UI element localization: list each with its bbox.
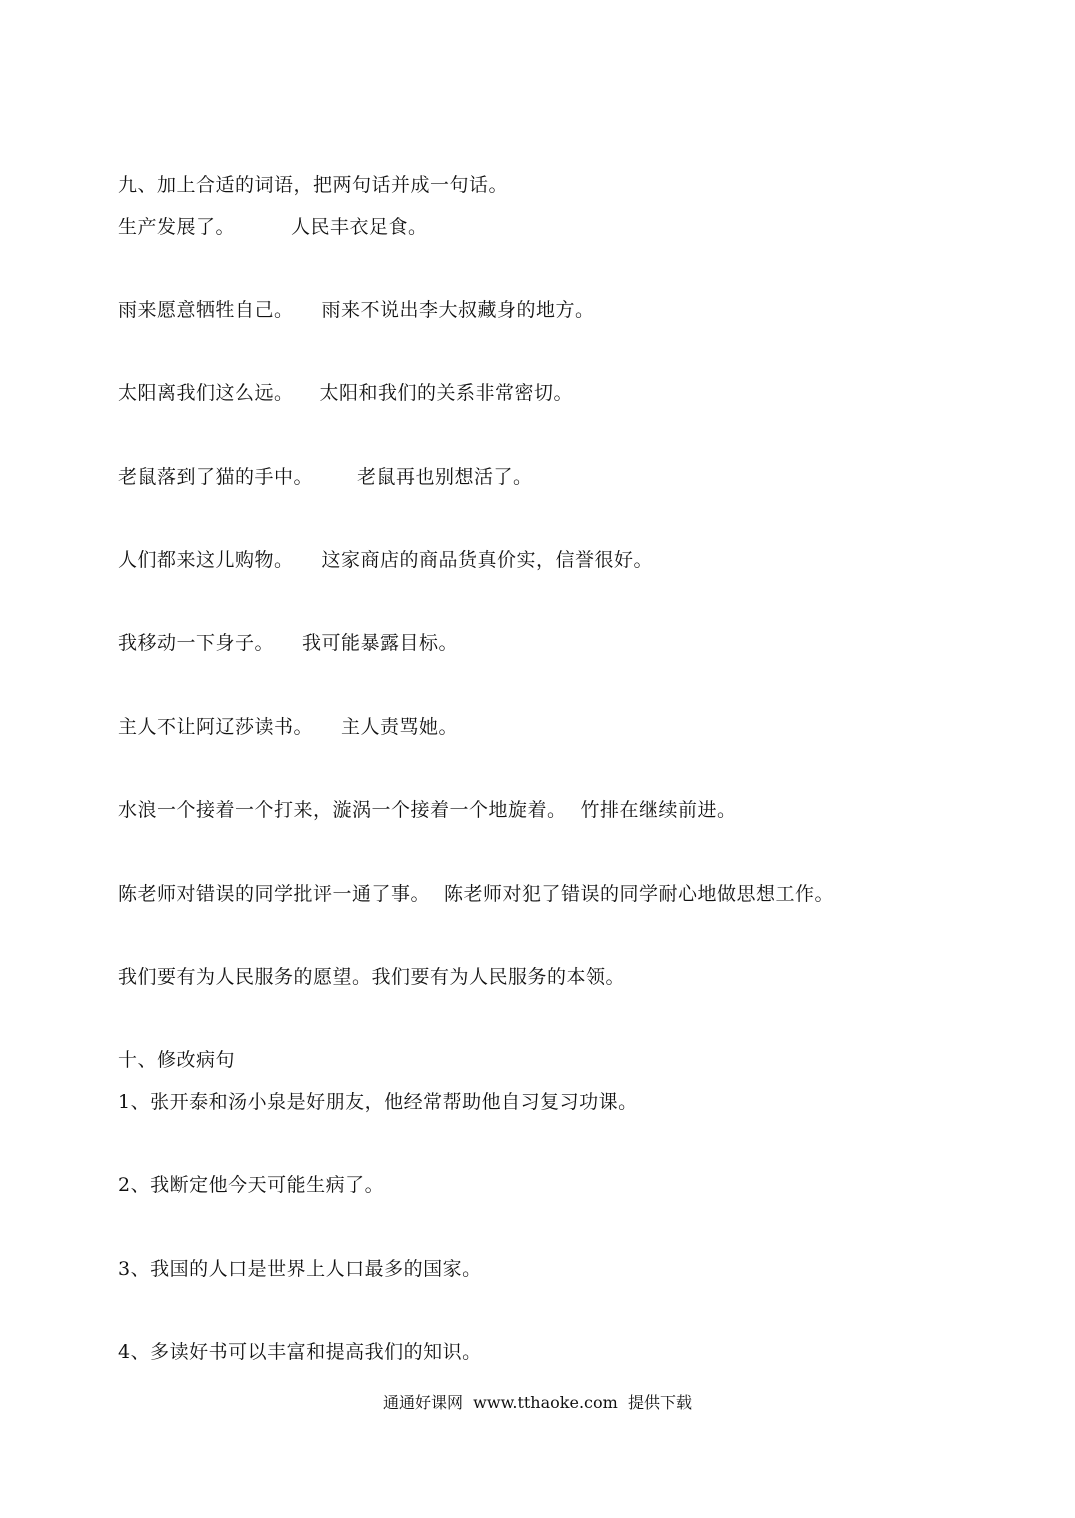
- sentence-b: 这家商店的商品货真价实，信誉很好。: [321, 549, 654, 571]
- sentence-b: 主人责骂她。: [341, 716, 459, 738]
- sick-sentence: 3、我国的人口是世界上人口最多的国家。: [118, 1258, 482, 1280]
- sentence-pair: [118, 798, 737, 822]
- sentence-b: 我们要有为人民服务的本领。: [371, 966, 626, 988]
- sentence-pair: [118, 882, 834, 906]
- sentence-a: 老鼠落到了猫的手中。: [118, 466, 314, 488]
- sick-sentence: 2、我断定他今天可能生病了。: [118, 1174, 385, 1196]
- sentence-b: 竹排在继续前进。: [580, 799, 737, 821]
- sentence-a: 人们都来这儿购物。: [118, 549, 294, 571]
- sentence-b: 太阳和我们的关系非常密切。: [319, 382, 574, 404]
- sentence-a: 水浪一个接着一个打来，漩涡一个接着一个地旋着。: [118, 799, 567, 821]
- sentence-a: 雨来愿意牺牲自己。: [118, 299, 294, 321]
- footer-source: 通通好课网 www.tthaoke.com 提供下载: [383, 1393, 692, 1412]
- sentence-a: 主人不让阿辽莎读书。: [118, 716, 314, 738]
- sick-sentence: 4、多读好书可以丰富和提高我们的知识。: [118, 1341, 482, 1363]
- sentence-pair: [118, 381, 573, 405]
- sentence-pair: [118, 631, 458, 655]
- sick-sentence: 1、张开泰和汤小泉是好朋友，他经常帮助他自习复习功课。: [118, 1091, 638, 1113]
- section-9-heading: 九、加上合适的词语，把两句话并成一句话。: [118, 174, 509, 196]
- sentence-a: 我们要有为人民服务的愿望。: [118, 966, 372, 988]
- sentence-pair: [118, 215, 428, 239]
- section-10-heading: 十、修改病句: [118, 1049, 236, 1071]
- sentence-b: 陈老师对犯了错误的同学耐心地做思想工作。: [444, 883, 835, 905]
- sentence-pair: [118, 465, 533, 489]
- sentence-pair: [118, 298, 595, 322]
- sentence-a: 太阳离我们这么远。: [118, 382, 294, 404]
- sentence-b: 我可能暴露目标。: [302, 632, 459, 654]
- sentence-pair: [118, 965, 625, 989]
- sentence-pair: [118, 548, 653, 572]
- sentence-b: 雨来不说出李大叔藏身的地方。: [321, 299, 595, 321]
- sentence-a: 生产发展了。: [118, 216, 236, 238]
- sentence-b: 人民丰衣足食。: [291, 216, 428, 238]
- sentence-a: 我移动一下身子。: [118, 632, 275, 654]
- sentence-a: 陈老师对错误的同学批评一通了事。: [118, 883, 431, 905]
- sentence-pair: [118, 715, 458, 739]
- sentence-b: 老鼠再也别想活了。: [357, 466, 533, 488]
